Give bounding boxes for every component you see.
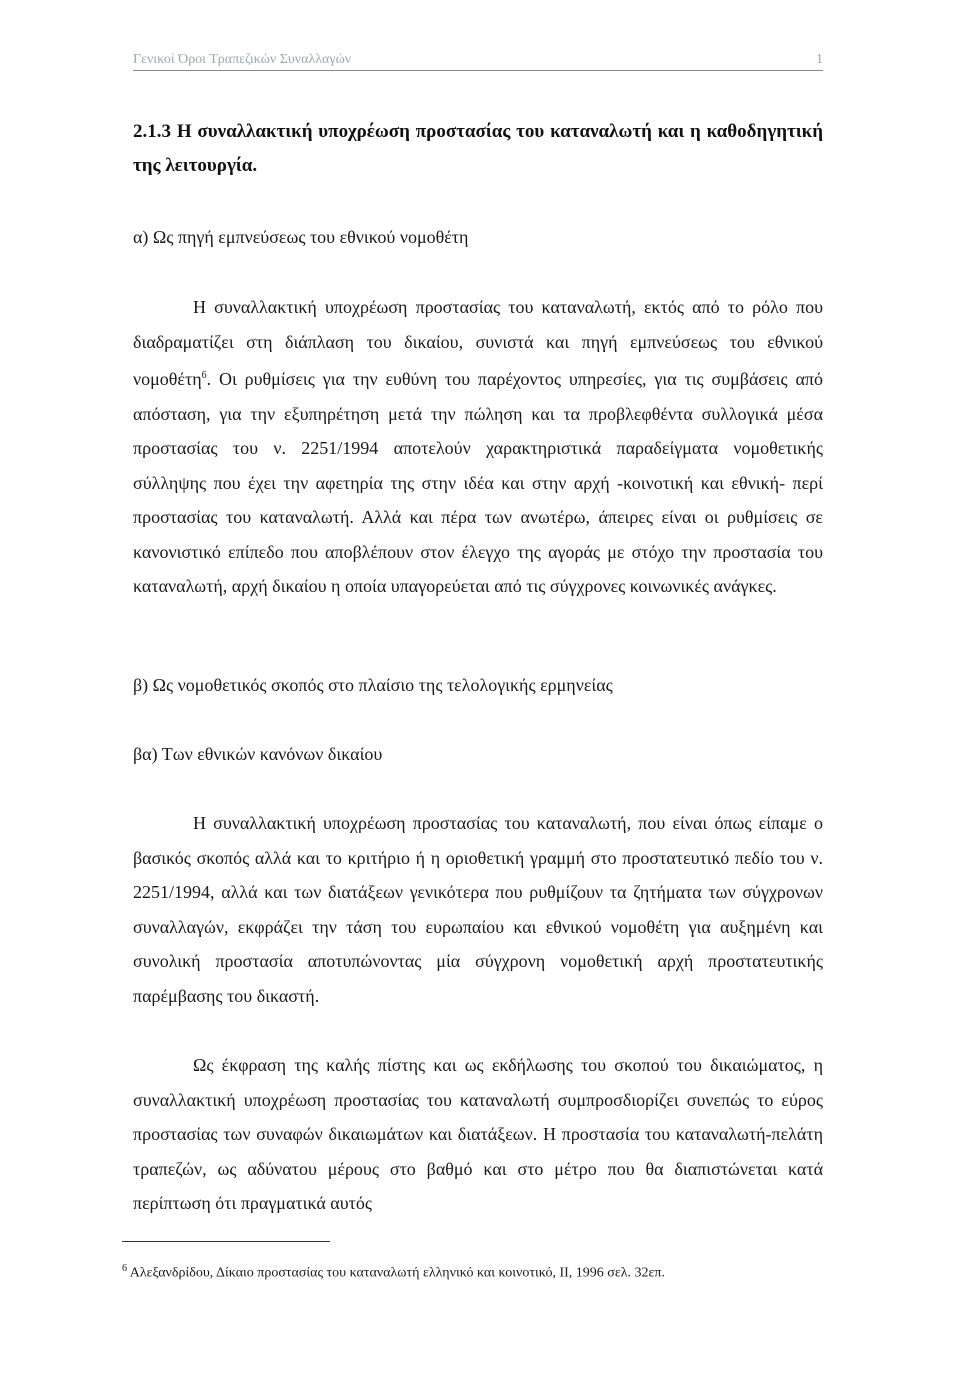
section-heading: 2.1.3 Η συναλλακτική υποχρέωση προστασίας του καταναλωτή και η καθοδηγητική της λειτουργία. [133,121,823,176]
paragraph-1 [133,290,823,604]
paragraph-1-text-a: Η συναλλακτική υποχρέωση προστασίας του καταναλωτή, εκτός από το ρόλο που διαδραματίζει στη διάπλαση του δικαίου, συνιστά και πηγή εμπνεύσεως του εθνικού νομοθέτη [133,297,823,389]
subheading-b: β) Ως νομοθετικός σκοπός στο πλαίσιο της τελολογικής ερμηνείας [133,675,613,695]
footnote-number: 6 [122,1263,127,1274]
subheading-a: α) Ως πηγή εμπνεύσεως του εθνικού νομοθέτη [133,227,469,247]
footnote [122,1263,822,1282]
footnote-ref: 6 [201,370,207,381]
paragraph-3: Ως έκφραση της καλής πίστης και ως εκδήλωσης του σκοπού του δικαιώματος, η συναλλακτική υποχρέωση προστασίας του καταναλωτή συμπροσδιορίζει συνεπώς το εύρος προστασίας των συναφών δικαιωμάτων και διατάξεων. Η προστασία του καταναλωτή-πελάτη τραπεζών, ως αδύνατου μέρους στο βαθμό και στο μέτρο που θα διαπιστώνεται κατά περίπτωση ότι πραγματικά αυτός [133,1055,823,1213]
running-header [133,52,823,71]
subheading-ba: βα) Των εθνικών κανόνων δικαίου [133,744,383,764]
paragraph-2: Η συναλλακτική υποχρέωση προστασίας του καταναλωτή, που είναι όπως είπαμε ο βασικός σκοπός αλλά και το κριτήριο ή η οριοθετική γραμμή στο προστατευτικό πεδίο του ν. 2251/1994, αλλά και των διατάξεων γενικότερα που ρυθμίζουν τα ζητήματα των σύγχρονων συναλλαγών, εκφράζει την τάση του ευρωπαίου και εθνικού νομοθέτη για αυξημένη και συνολική προστασία αποτυπώνοντας μία σύγχρονη νομοθετική αρχή προστατευτικής παρέμβασης του δικαστή. [133,813,823,1006]
footnote-divider [122,1241,330,1242]
paragraph-1-text-b: . Οι ρυθμίσεις για την ευθύνη του παρέχοντος υπηρεσίες, για τις συμβάσεις από απόσταση, για την εξυπηρέτηση μετά την πώληση και τα προβλεφθέντα συλλογικά μέσα προστασίας του ν. 2251/1994 αποτελούν χαρακτηριστικά παραδείγματα νομοθετικής σύλληψης που έχει την αφετηρία της στην ιδέα και στην αρχή -κοινοτική και εθνική- περί προστασίας του καταναλωτή. Αλλά και πέρα των ανωτέρω, άπειρες είναι οι ρυθμίσεις σε κανονιστικό επίπεδο που αποβλέπουν στον έλεγχο της αγοράς με στόχο την προστασία του καταναλωτή, αρχή δικαίου η οποία υπαγορεύεται από τις σύγχρονες κοινωνικές ανάγκες. [133,369,823,596]
page-mark: 1 [816,52,823,67]
footnote-text: Αλεξανδρίδου, Δίκαιο προστασίας του καταναλωτή ελληνικό και κοινοτικό, II, 1996 σελ. 32επ. [127,1265,665,1281]
running-title: Γενικοί Όροι Τραπεζικών Συναλλαγών [133,52,352,67]
